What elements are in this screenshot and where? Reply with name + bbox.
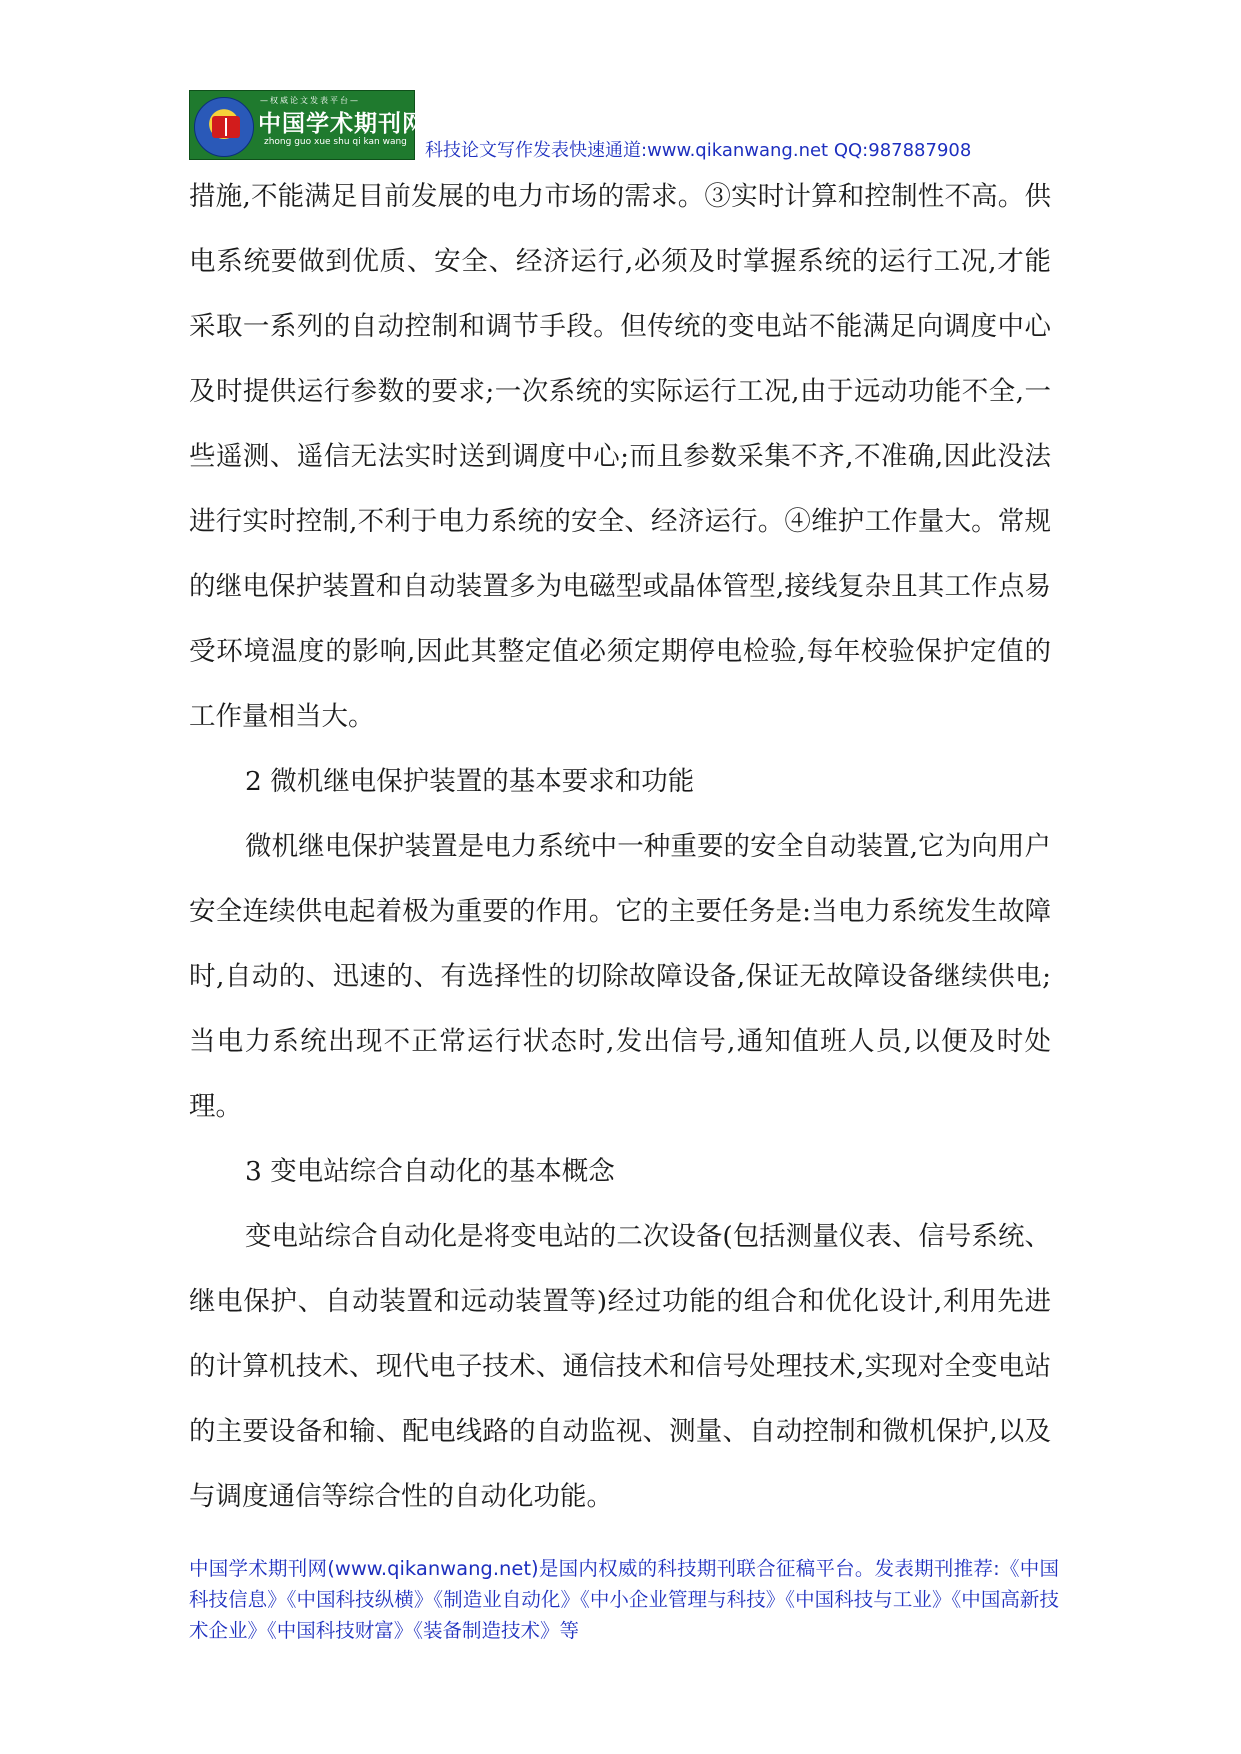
section-heading: 3 变电站综合自动化的基本概念 (245, 1156, 615, 1187)
body-paragraph: 微机继电保护装置是电力系统中一种重要的安全自动装置,它为向用户安全连续供电起着极为重要的作用。它的主要任务是:当电力系统发生故障时,自动的、迅速的、有选择性的切除故障设备,保证无故障设备继续供电;当电力系统出现不正常运行状态时,发出信号,通知值班人员,以便及时处理。 (189, 831, 1051, 1122)
article-body (189, 164, 1051, 1529)
section-heading: 2 微机继电保护装置的基本要求和功能 (245, 766, 695, 797)
logo-emblem (194, 97, 254, 157)
logo-pinyin: zhong guo xue shu qi kan wang (264, 137, 407, 147)
logo-tagline: —权威论文发表平台— (260, 96, 360, 105)
page-header (189, 90, 1069, 162)
site-logo[interactable] (189, 90, 426, 160)
body-paragraph: 措施,不能满足目前发展的电力市场的需求。③实时计算和控制性不高。供电系统要做到优质、安全、经济运行,必须及时掌握系统的运行工况,才能采取一系列的自动控制和调节手段。但传统的变电站不能满足向调度中心及时提供运行参数的要求;一次系统的实际运行工况,由于远动功能不全,一些遥测、遥信无法实时送到调度中心;而且参数采集不齐,不准确,因此没法进行实时控制,不利于电力系统的安全、经济运行。④维护工作量大。常规的继电保护装置和自动装置多为电磁型或晶体管型,接线复杂且其工作点易受环境温度的影响,因此其整定值必须定期停电检验,每年校验保护定值的工作量相当大。 (189, 181, 1051, 732)
logo-title: 中国学术期刊网 (258, 111, 426, 137)
footer-promo[interactable]: 中国学术期刊网(www.qikanwang.net)是国内权威的科技期刊联合征稿平台。发表期刊推荐:《中国科技信息》《中国科技纵横》《制造业自动化》《中小企业管理与科技》《中国科技与工业》《中国高新技术企业》《中国科技财富》《装备制造技术》等 (189, 1557, 1059, 1642)
body-paragraph: 变电站综合自动化是将变电站的二次设备(包括测量仪表、信号系统、继电保护、自动装置和远动装置等)经过功能的组合和优化设计,利用先进的计算机技术、现代电子技术、通信技术和信号处理技术,实现对全变电站的主要设备和输、配电线路的自动监视、测量、自动控制和微机保护,以及与调度通信等综合性的自动化功能。 (189, 1221, 1051, 1512)
submission-channel-link[interactable]: 科技论文写作发表快速通道:www.qikanwang.net QQ:987887908 (425, 140, 972, 161)
open-book-icon (212, 116, 240, 138)
